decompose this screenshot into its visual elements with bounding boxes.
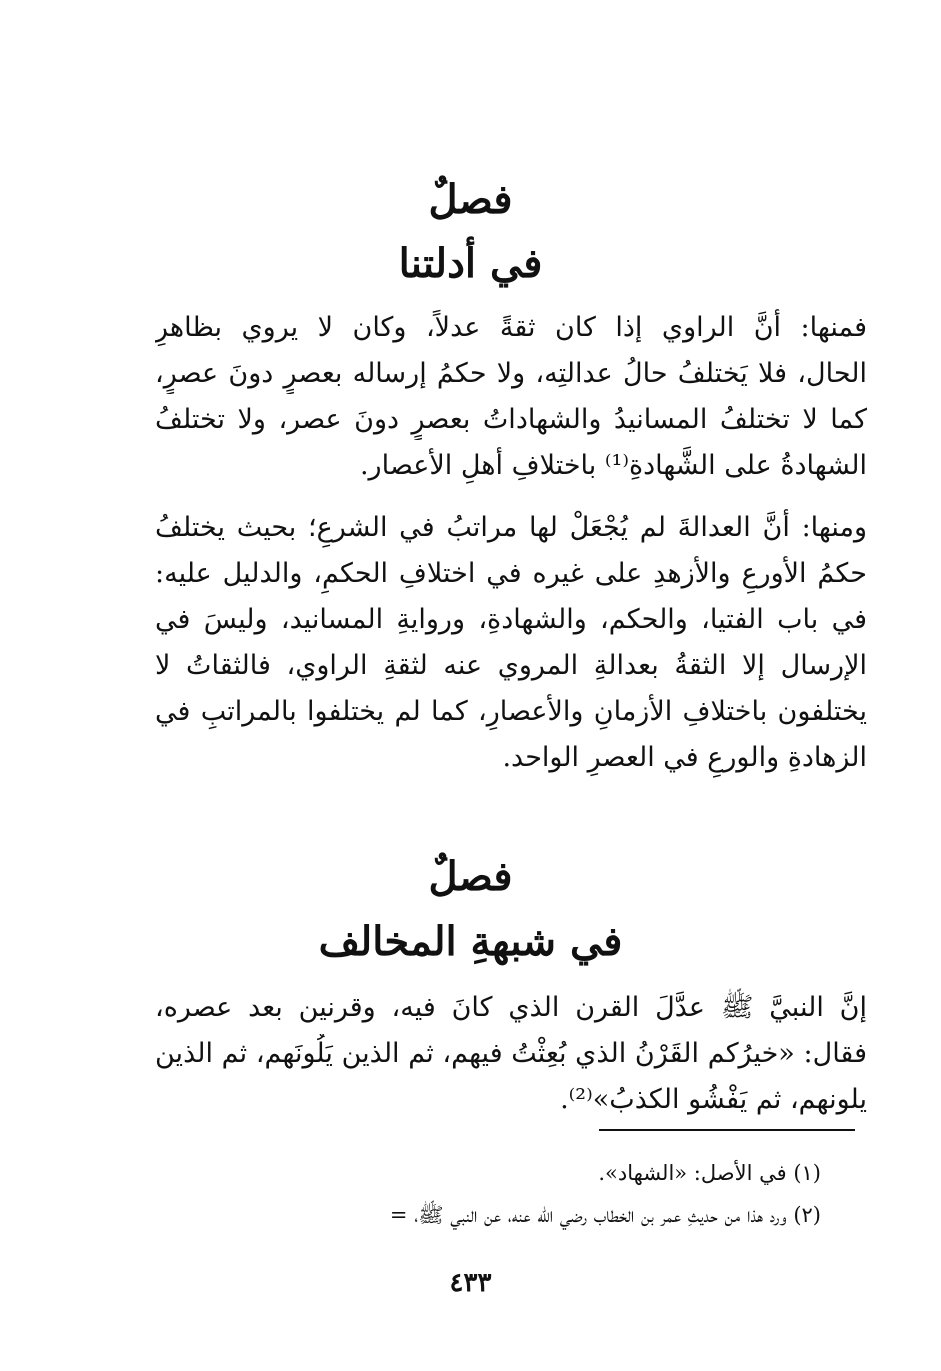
text-line: ومنها: أنَّ العدالةَ لم يُجْعَلْ لها مراتبُ في الشرعِ؛ بحيث يختلفُ: [155, 512, 867, 543]
text-line: الإرسال إلا الثقةُ بعدالةِ المروي عنه لثقةِ الراوي، فالثقاتُ لا: [155, 650, 867, 681]
section-subtitle-1: في أدلتنا: [398, 240, 543, 287]
text-line: إنَّ النبيَّ ﷺ عدَّلَ القرن الذي كانَ فيه، وقرنين بعد عصره،: [155, 992, 867, 1023]
text-line: الشهادةُ على الشَّهادةِ⁽¹⁾ باختلافِ أهلِ الأعصار.: [359, 450, 867, 481]
section-title-2: فصلٌ: [428, 853, 513, 900]
page-number: ٤٣٣: [449, 1268, 492, 1298]
text-line: كما لا تختلفُ المسانيدُ والشهاداتُ بعصرٍ دونَ عصر، ولا تختلفُ: [155, 404, 867, 435]
text-line: حكمُ الأورعِ والأزهدِ على غيره في اختلافِ الحكمِ، والدليل عليه:: [155, 558, 867, 589]
footnote-2: (٢) ورد هذا من حديثِ عمر بن الخطاب رضي الله عنه، عن النبي ﷺ، =: [389, 1203, 821, 1227]
footnote-1: (١) في الأصل: «الشهاد».: [598, 1161, 821, 1185]
text-line: الزهادةِ والورعِ في العصرِ الواحد.: [502, 742, 867, 773]
text-line: فقال: «خيرُكم القَرْنُ الذي بُعِثْتُ فيهم، ثم الذين يَلُونَهم، ثم الذين: [155, 1038, 867, 1069]
text-line: يلونهم، ثم يَفْشُو الكذبُ»⁽²⁾.: [560, 1084, 867, 1115]
text-line: في باب الفتيا، والحكم، والشهادةِ، وروايةِ المسانيد، وليسَ في: [155, 604, 867, 635]
text-line: يختلفون باختلافِ الأزمانِ والأعصارِ، كما لم يختلفوا بالمراتبِ في: [155, 696, 867, 727]
text-line: الحال، فلا يَختلفُ حالُ عدالتِه، ولا حكمُ إرساله بعصرٍ دونَ عصرٍ،: [155, 358, 867, 389]
section-title-1: فصلٌ: [428, 176, 513, 223]
footnote-divider: [599, 1129, 855, 1131]
section-subtitle-2: في شبهةِ المخالف: [318, 918, 623, 965]
text-line: فمنها: أنَّ الراوي إذا كان ثقةً عدلاً، وكان لا يروي بظاهرِ: [155, 312, 867, 343]
